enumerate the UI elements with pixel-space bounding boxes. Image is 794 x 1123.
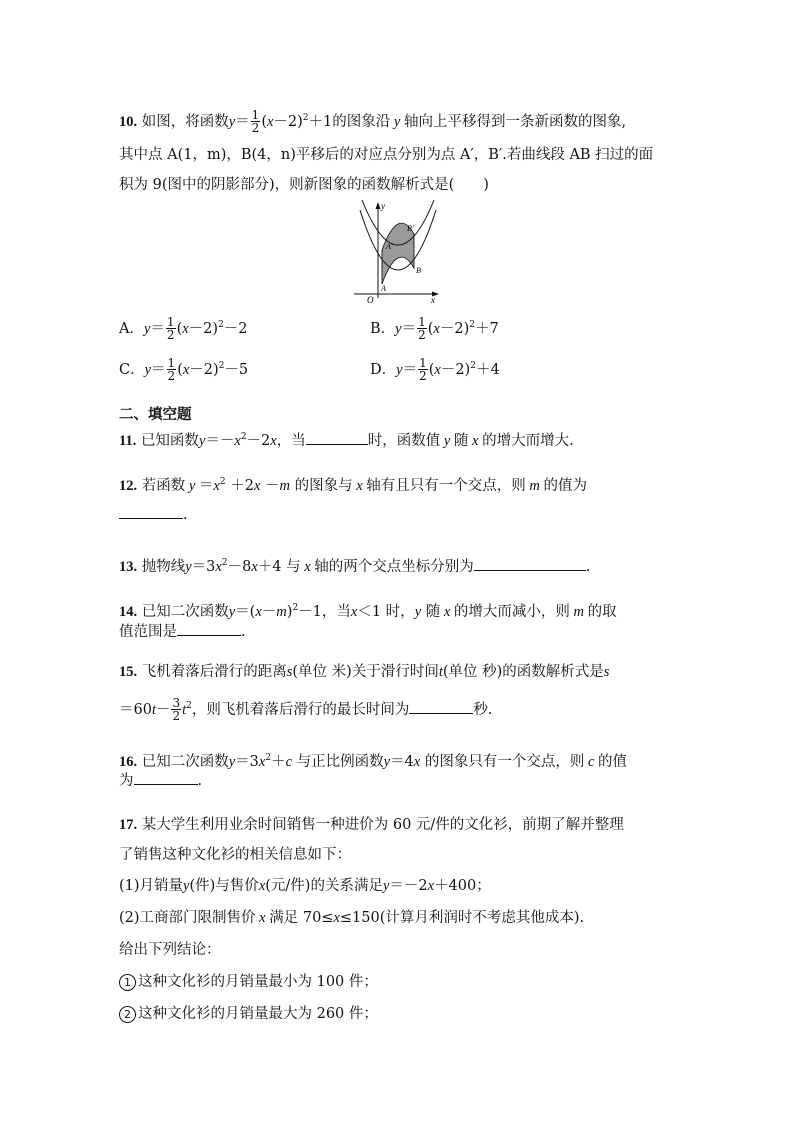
option-c[interactable]: C．y＝ $\frac{1}{2}$ $(x-2)^2-5$ xyxy=(119,356,249,384)
q17-line-4: (2)工商部门限制售价 x 满足 70≤x≤150(计算月利润时不考虑其他成本). xyxy=(119,910,585,926)
option-const: －2 xyxy=(223,320,248,337)
q14-text: 的取 xyxy=(587,603,617,620)
q12-text: 轴有且只有一个交点，则 xyxy=(366,477,526,494)
q14-line-2: 值范围是 . xyxy=(119,621,246,642)
q12-text: 若函数 xyxy=(141,477,186,494)
q16-line-2: 为 . xyxy=(119,770,202,791)
q17-line-2: 了销售这种文化衫的相关信息如下： xyxy=(119,847,351,863)
circled-number: 2 xyxy=(119,1006,136,1023)
circled-number: 1 xyxy=(119,974,136,991)
option-letter: C． xyxy=(119,361,145,378)
q16-text: 的图象只有一个交点，则 xyxy=(424,753,585,770)
question-number: 14. xyxy=(119,603,138,620)
question-number: 12. xyxy=(119,477,138,494)
q15-text: 飞机着落后滑行的距离 xyxy=(141,664,287,680)
q10-line-2: 其中点 A(1，m)，B(4，n)平移后的对应点分别为点 A′，B′.若曲线段 AB 扫过的面 xyxy=(119,147,654,163)
q10-text: 轴向上平移得到一条新函数的图象, xyxy=(403,113,627,130)
q16-text: 的值 xyxy=(598,753,628,770)
question-number: 16. xyxy=(119,753,138,770)
q17-text: ≤150(计算月利润时不考虑其他成本). xyxy=(339,910,585,926)
q17-text: (1)月销量 xyxy=(119,878,184,894)
q11-text: 随 xyxy=(453,432,469,449)
q17-text: 这种文化衫的月销量最大为 260 件； xyxy=(138,1006,378,1022)
q14-text: ，当 xyxy=(321,603,351,620)
answer-blank[interactable] xyxy=(134,770,198,785)
answer-blank[interactable] xyxy=(177,621,241,636)
fig-label-o: O xyxy=(367,295,374,305)
q13-text: 轴的两个交点坐标分别为 xyxy=(314,558,474,575)
q16-text: 与正比例函数 xyxy=(296,753,384,770)
q17-text: (2)工商部门限制售价 xyxy=(119,910,256,926)
option-d[interactable]: D．y＝ $\frac{1}{2}$ $(x-2)^2+4$ xyxy=(370,356,500,384)
q11-line: 11. 已知函数$y=-x^2-2x$，当 时，函数值 y 随 x 的增大而增大. xyxy=(119,427,574,451)
q14-text: 已知二次函数 xyxy=(141,603,229,620)
q11-text: 的增大而增大. xyxy=(482,432,574,449)
answer-blank[interactable] xyxy=(474,556,586,571)
q10-line-3: 积为 9(图中的阴影部分)，则新图象的函数解析式是( ) xyxy=(119,177,489,193)
q13-text: 抛物线 xyxy=(141,558,186,575)
q15-line-2: ＝60t－ $\frac{3}{2}$ $t^2$，则飞机着落后滑行的最长时间为 秒. xyxy=(119,696,493,724)
parabola-figure xyxy=(350,200,445,305)
option-letter: D． xyxy=(370,361,397,378)
q12-line-2: . xyxy=(119,504,188,525)
q14-text: 的增大而减小，则 xyxy=(453,603,570,620)
q10-text: 如图，将函数 xyxy=(141,113,229,130)
option-letter: B． xyxy=(370,320,396,337)
q17-text: 满足 70≤ xyxy=(269,910,334,926)
fig-label-b-prime: B′ xyxy=(407,224,414,233)
fig-label-a: A xyxy=(381,284,386,293)
fig-label-y: y xyxy=(381,201,385,211)
option-letter: A． xyxy=(119,320,144,337)
q15-text: (单位 米)关于滑行时间 xyxy=(292,664,439,680)
option-const: ＋7 xyxy=(474,320,499,337)
question-number: 10. xyxy=(119,113,138,130)
q10-text: 的图象沿 xyxy=(332,113,391,130)
q17-conclusion-2 xyxy=(119,1004,378,1024)
q17-text: 某大学生利用业余时间销售一种进价为 60 元/件的文化衫，前期了解并整理 xyxy=(141,817,624,833)
fig-label-x: x xyxy=(431,295,435,305)
question-number: 11. xyxy=(119,432,137,449)
q15-text: (单位 秒)的函数解析式是 xyxy=(442,664,604,680)
q13-text: 与 xyxy=(286,558,301,575)
q14-line-1: 14. 已知二次函数$y=(x-m)^2-1$，当x＜1 时，y 随 x 的增大而减小，则 m 的取 xyxy=(119,603,617,620)
q17-line-5: 给出下列结论： xyxy=(119,942,221,958)
q15-line-1: 15. 飞机着落后滑行的距离s(单位 米)关于滑行时间t(单位 秒)的函数解析式是s xyxy=(119,664,610,680)
q14-text: ＜1 时， xyxy=(357,603,415,620)
q16-text: 为 xyxy=(119,773,134,789)
q12-text: 的图象与 xyxy=(294,477,353,494)
q11-text: 时，函数值 xyxy=(367,432,441,449)
q10-line-1: 10. 如图，将函数y＝ $\frac{1}{2}$ $(x-2)^2+1$的图象沿 y 轴向上平移得到一条新函数的图象, xyxy=(119,108,627,136)
fig-label-b: B xyxy=(416,266,421,275)
answer-blank[interactable] xyxy=(409,699,473,714)
option-a[interactable]: A．y＝ $\frac{1}{2}$ $(x-2)^2-2$ xyxy=(119,315,248,343)
q15-text: ，则飞机着落后滑行的最长时间为 xyxy=(191,701,410,718)
q13-line: 13. 抛物线$y=3x^2-8x+4$ 与 x 轴的两个交点坐标分别为 . xyxy=(119,553,590,577)
option-const: －5 xyxy=(224,361,249,378)
question-number: 13. xyxy=(119,558,138,575)
option-b[interactable]: B．y＝ $\frac{1}{2}$ $(x-2)^2+7$ xyxy=(370,315,499,343)
section-heading: 二、填空题 xyxy=(119,407,192,423)
q16-line-1: 16. 已知二次函数$y=3x^2+c$ 与正比例函数y＝4x 的图象只有一个交点，则 c 的值 xyxy=(119,753,628,770)
q17-text: (件)与售价 xyxy=(189,878,259,894)
q14-text: 随 xyxy=(425,603,441,620)
q16-text: 已知二次函数 xyxy=(141,753,229,770)
q11-text: 已知函数 xyxy=(140,432,199,449)
fig-label-a-prime: A′ xyxy=(386,242,393,251)
q15-text: 秒. xyxy=(473,701,493,718)
q17-text: 这种文化衫的月销量最小为 100 件； xyxy=(138,974,378,990)
answer-blank[interactable] xyxy=(306,430,368,445)
answer-blank[interactable] xyxy=(119,504,183,519)
q11-text: ，当 xyxy=(276,432,306,449)
q14-text: 值范围是 xyxy=(119,624,177,640)
option-const: ＋4 xyxy=(475,361,500,378)
q17-text: (元/件)的关系满足 xyxy=(265,878,383,894)
q17-conclusion-1 xyxy=(119,972,378,992)
question-number: 17. xyxy=(119,817,138,833)
q17-line-1 xyxy=(119,815,624,835)
q12-line-1: 12. 若函数 $y =x^2 +2x -m$ 的图象与 x 轴有且只有一个交点，则 m 的值为 xyxy=(119,477,587,494)
q17-line-3: (1)月销量y(件)与售价x(元/件)的关系满足y＝－2x＋400； xyxy=(119,878,491,894)
q12-text: 的值为 xyxy=(543,477,587,494)
question-number: 15. xyxy=(119,664,138,680)
